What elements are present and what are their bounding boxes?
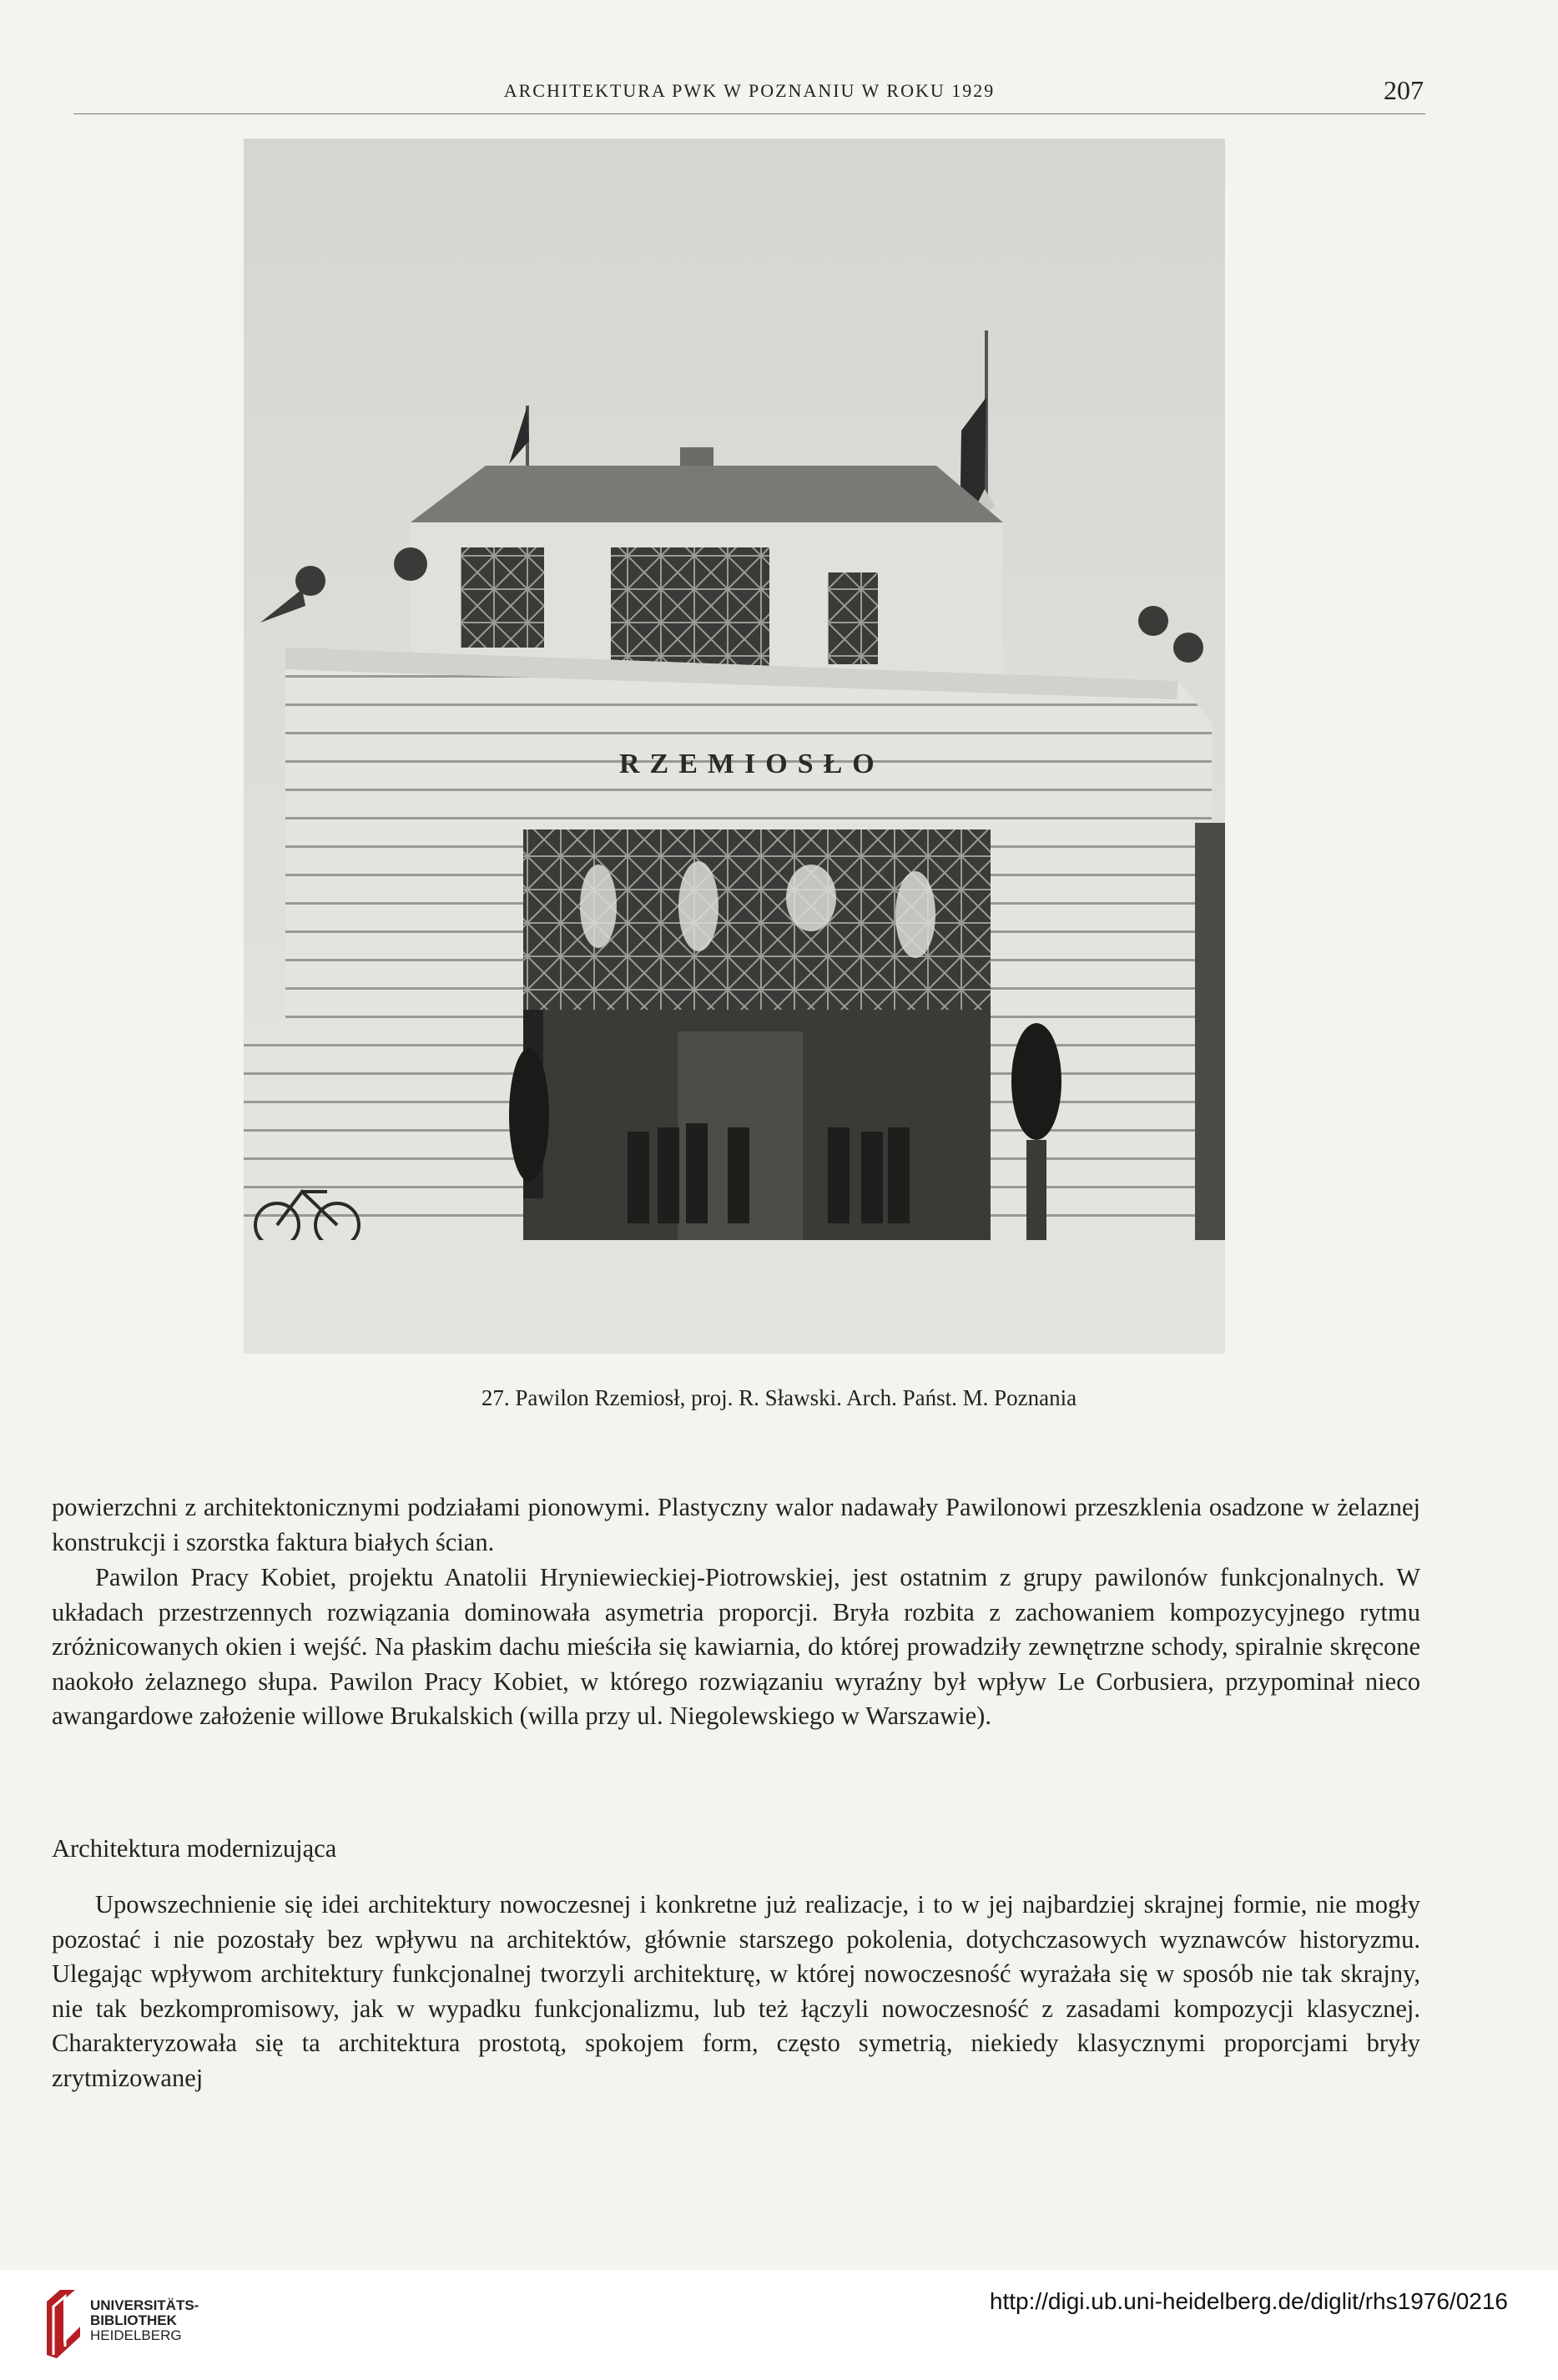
figure-caption: 27. Pawilon Rzemiosł, proj. R. Sławski. Arch. Państ. M. Poznania — [481, 1385, 1077, 1410]
footer-bar — [0, 2270, 1558, 2380]
page-header — [75, 75, 1424, 113]
logo-line-3: HEIDELBERG — [90, 2327, 182, 2343]
entrance-opening — [523, 1010, 991, 1240]
library-logo-icon — [42, 2285, 85, 2358]
paragraph-1: powierzchni z architektonicznymi podziałami pionowymi. Plastyczny walor nadawały Pawilonowi przeszklenia osadzone w żelaznej konstrukcji i szorstka faktura białych ścian. — [52, 1493, 1420, 1556]
header-rule — [73, 113, 1425, 114]
logo-line-1: UNIVERSITÄTS- — [90, 2297, 199, 2313]
running-title: ARCHITEKTURA PWK W POZNANIU W ROKU 1929 — [503, 80, 996, 101]
paragraph-2: Pawilon Pracy Kobiet, projektu Anatolii Hryniewieckiej-Piotrowskiej, jest ostatnim z grupy pawilonów funkcjonalnych. W układach przestrzennych rozwiązania dominowała asymetria proporcji. Bryła rozbita z zachowaniem kompozycyjnego rytmu zróżnicowanych okien i wejść. Na płaskim dachu mieściła się kawiarnia, do której prowadziły zewnętrzne schody, spiralnie skręcone naokoło żelaznego słupa. Pawilon Pracy Kobiet, w którego rozwiązaniu wyraźny był wpływ Le Corbusiera, przypominał nieco awangardowe założenie willowe Brukalskich (willa przy ul. Niegolewskiego w Warszawie). — [52, 1563, 1420, 1731]
library-logo-text — [90, 2298, 199, 2343]
pavilion-photograph — [244, 139, 1235, 1354]
section-heading: Architektura modernizująca — [52, 1834, 337, 1863]
ground — [244, 1240, 1225, 1354]
roof-pavilion — [411, 447, 1003, 681]
logo-line-2: BIBLIOTHEK — [90, 2312, 177, 2328]
facade-sign: RZEMIOSŁO — [619, 749, 885, 779]
stained-glass-window — [523, 829, 991, 1010]
paragraph-3: Upowszechnienie się idei architektury nowoczesnej i konkretne już realizacje, i to w jej najbardziej skrajnej formie, nie mogły pozostać i nie pozostały bez wpływu na architektów, głównie starszego pokolenia, dotychczasowych wyznawców historyzmu. Ulegając wpływom architektury funkcjonalnej tworzyli architekturę, w której nowoczesność wyrażała się w sposób nie tak skrajny, nie tak bezkompromisowy, jak w wypadku funkcjonalizmu, lub też łączyli nowoczesność z zasadami kompozycji klasycznej. Charakteryzowała się ta architektura prostotą, spokojem form, często symetrią, niekiedy klasycznymi proporcjami bryły zrytmizowanej — [52, 1890, 1420, 2092]
source-url-link[interactable]: http://digi.ub.uni-heidelberg.de/diglit/rhs1976/0216 — [989, 2288, 1508, 2314]
page-number: 207 — [1384, 75, 1424, 105]
